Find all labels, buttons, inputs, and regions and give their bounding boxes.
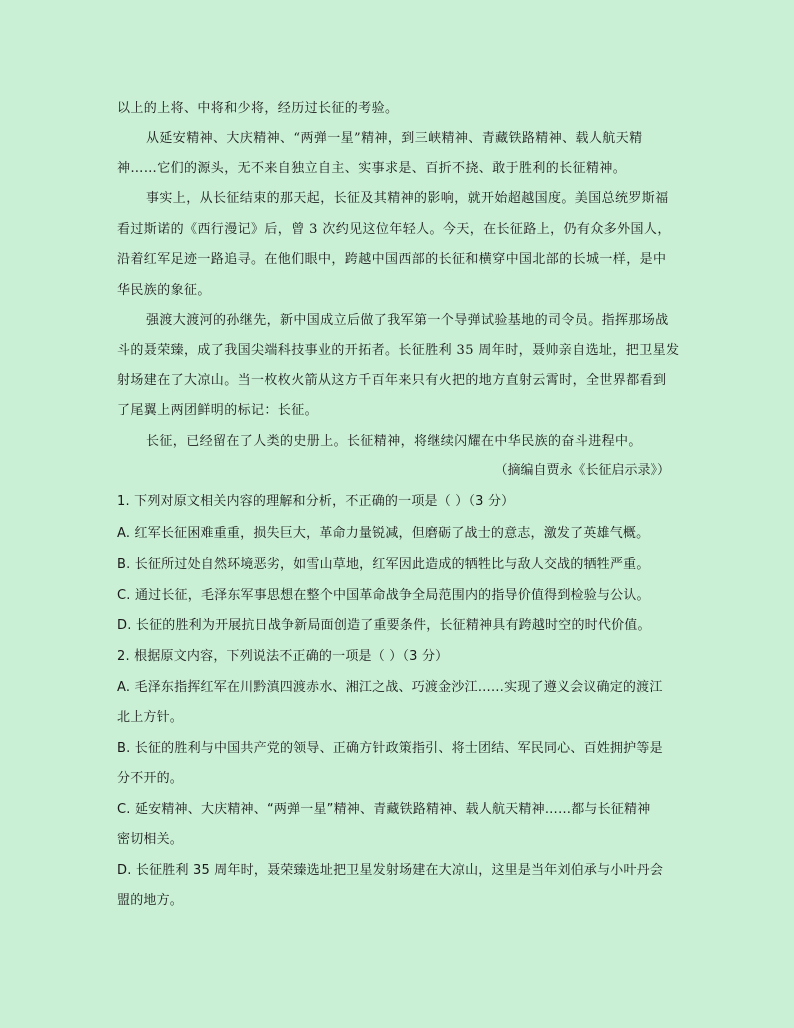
passage-source: （摘编自贾永《长征启示录》）: [494, 463, 670, 478]
passage-line: 神……它们的源头，无不来自独立自主、实事求是、百折不挠、敢于胜利的长征精神。: [117, 161, 627, 176]
passage-line: 沿着红军足迹一路追寻。在他们眼中，跨越中国西部的长征和横穿中国北部的长城一样，是中: [117, 252, 667, 267]
question-stem: 2. 根据原文内容，下列说法不正确的一项是（ ）（3 分）: [117, 649, 449, 664]
question-option: A. 毛泽东指挥红军在川黔滇四渡赤水、湘江之战、巧渡金沙江……实现了遵义会议确定的渡江: [117, 680, 663, 695]
question-option: C. 通过长征，毛泽东军事思想在整个中国革命战争全局范围内的指导价值得到检验与公认。: [117, 588, 650, 603]
question-option: 北上方针。: [117, 710, 184, 725]
passage-line: 华民族的象征。: [117, 283, 211, 298]
passage-line: 强渡大渡河的孙继先，新中国成立后做了我军第一个导弹试验基地的司令员。指挥那场战: [146, 313, 669, 328]
question-option: C. 延安精神、大庆精神、“两弹一星”精神、青藏铁路精神、载人航天精神……都与长征精神: [117, 802, 651, 817]
question-option: A. 红军长征困难重重，损失巨大，革命力量锐减，但磨砺了战士的意志，激发了英雄气概。: [117, 526, 650, 541]
passage-line: 了尾翼上两团鲜明的标记：长征。: [117, 403, 319, 418]
question-option: D. 长征的胜利为开展抗日战争新局面创造了重要条件，长征精神具有跨越时空的时代价值。: [117, 618, 651, 633]
passage-line: 长征，已经留在了人类的史册上。长征精神，将继续闪耀在中华民族的奋斗进程中。: [146, 434, 642, 449]
question-option: 分不开的。: [117, 771, 184, 786]
question-option: B. 长征的胜利与中国共产党的领导、正确方针政策指引、将士团结、军民同心、百姓拥护等是: [117, 741, 663, 756]
passage-line: 看过斯诺的《西行漫记》后，曾 3 次约见这位年轻人。今天，在长征路上，仍有众多外国人，: [117, 222, 671, 237]
passage-line: 斗的聂荣臻，成了我国尖端科技事业的开拓者。长征胜利 35 周年时，聂帅亲自选址，把卫星发: [117, 343, 680, 358]
passage-line: 以上的上将、中将和少将，经历过长征的考验。: [117, 101, 399, 116]
question-option: B. 长征所过处自然环境恶劣，如雪山草地，红军因此造成的牺牲比与敌人交战的牺牲严重。: [117, 557, 650, 572]
question-option: 密切相关。: [117, 832, 184, 847]
question-option: D. 长征胜利 35 周年时，聂荣臻选址把卫星发射场建在大凉山，这里是当年刘伯承与小叶丹会: [117, 863, 664, 878]
passage-line: 射场建在了大凉山。当一枚枚火箭从这方千百年来只有火把的地方直射云霄时，全世界都看到: [117, 373, 667, 388]
passage-line: 从延安精神、大庆精神、“两弹一星”精神，到三峡精神、青藏铁路精神、载人航天精: [146, 131, 643, 146]
passage-line: 事实上，从长征结束的那天起，长征及其精神的影响，就开始超越国度。美国总统罗斯福: [146, 191, 669, 206]
question-option: 盟的地方。: [117, 893, 184, 908]
question-stem: 1. 下列对原文相关内容的理解和分析，不正确的一项是（ ）（3 分）: [117, 494, 515, 509]
